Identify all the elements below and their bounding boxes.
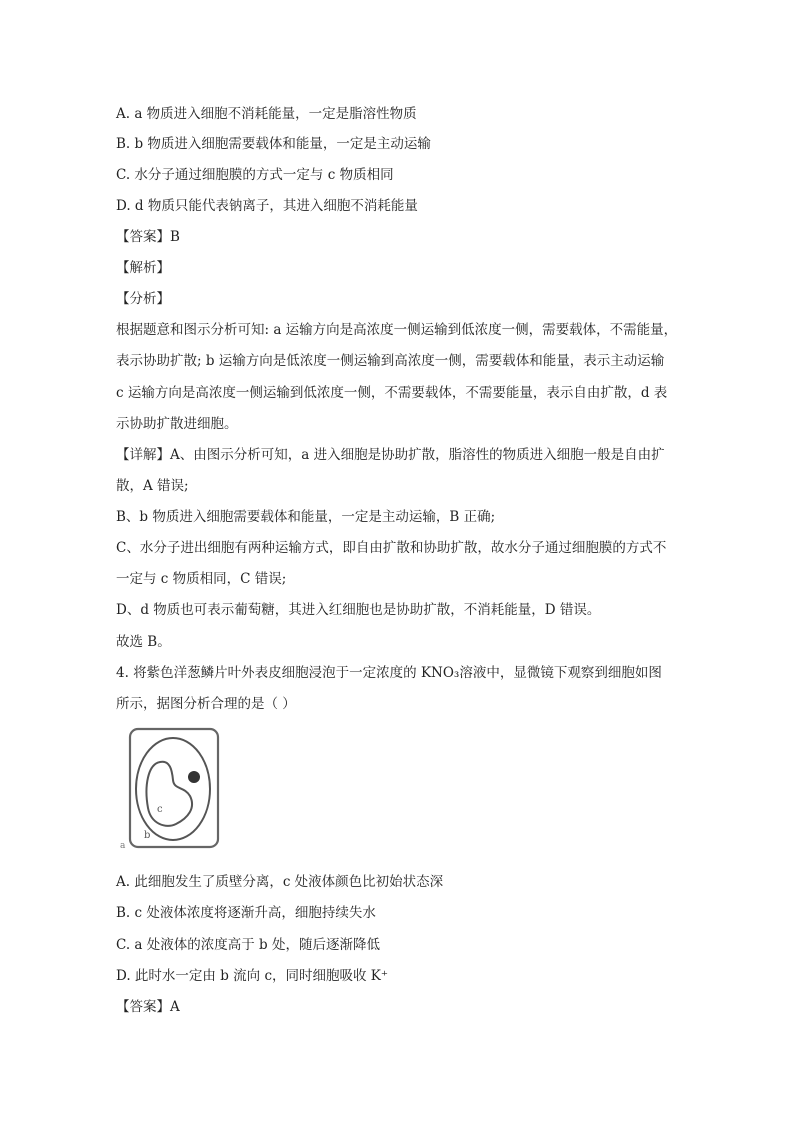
q3-option-a: A. a 物质进入细胞不消耗能量，一定是脂溶性物质: [116, 106, 417, 122]
q3-option-d: D. d 物质只能代表钠离子，其进入细胞不消耗能量: [116, 198, 418, 214]
q3-answer: 【答案】B: [116, 229, 180, 245]
q4-stem-line: 4. 将紫色洋葱鳞片叶外表皮细胞浸泡于一定浓度的 KNO₃溶液中，显微镜下观察到细胞如图: [116, 665, 662, 681]
q3-option-b: B. b 物质进入细胞需要载体和能量，一定是主动运输: [116, 136, 431, 152]
q4-answer: 【答案】A: [116, 999, 180, 1015]
q4-option-b: B. c 处液体浓度将逐渐升高，细胞持续失水: [116, 905, 376, 921]
q3-option-c: C. 水分子通过细胞膜的方式一定与 c 物质相同: [116, 167, 394, 183]
q3-detail-line: 一定与 c 物质相同，C 错误;: [116, 571, 287, 587]
q3-detail-line: C、水分子进出细胞有两种运输方式，即自由扩散和协助扩散，故水分子通过细胞膜的方式不: [116, 540, 667, 556]
q3-analysis-line: 根据题意和图示分析可知: a 运输方向是高浓度一侧运输到低浓度一侧，需要载体，不需能量，: [116, 322, 678, 338]
vacuole-shape: [147, 762, 193, 826]
label-a: a: [120, 841, 126, 851]
q4-option-a: A. 此细胞发生了质壁分离，c 处液体颜色比初始状态深: [116, 874, 444, 890]
q3-detail-line: 散，A 错误;: [116, 478, 189, 494]
q4-stem-line: 所示，据图分析合理的是（ ）: [116, 696, 296, 712]
q3-jiexi-heading: 【解析】: [116, 260, 170, 276]
label-b: b: [144, 830, 151, 841]
nucleus-shape: [188, 771, 200, 783]
q3-analysis-line: 示协助扩散进细胞。: [116, 416, 238, 432]
q3-detail-line: B、b 物质进入细胞需要载体和能量，一定是主动运输，B 正确;: [116, 509, 496, 525]
q3-detail-line: D、d 物质也可表示葡萄糖，其进入红细胞也是协助扩散，不消耗能量，D 错误。: [116, 602, 601, 618]
plant-cell-figure: [118, 726, 224, 852]
q3-fenxi-heading: 【分析】: [116, 291, 170, 307]
q3-analysis-line: c 运输方向是高浓度一侧运输到低浓度一侧，不需要载体，不需要能量，表示自由扩散，d 表: [116, 385, 668, 401]
plant-cell-diagram: [118, 726, 224, 852]
q3-conclusion: 故选 B。: [116, 634, 171, 650]
q3-detail-line: 【详解】A、由图示分析可知，a 进入细胞是协助扩散，脂溶性的物质进入细胞一般是自由扩: [116, 447, 665, 463]
q4-option-c: C. a 处液体的浓度高于 b 处，随后逐渐降低: [116, 937, 380, 953]
q4-option-d: D. 此时水一定由 b 流向 c，同时细胞吸收 K⁺: [116, 968, 389, 984]
q3-analysis-line: 表示协助扩散; b 运输方向是低浓度一侧运输到高浓度一侧，需要载体和能量，表示主动运输: [116, 353, 665, 369]
label-c: c: [157, 804, 163, 815]
